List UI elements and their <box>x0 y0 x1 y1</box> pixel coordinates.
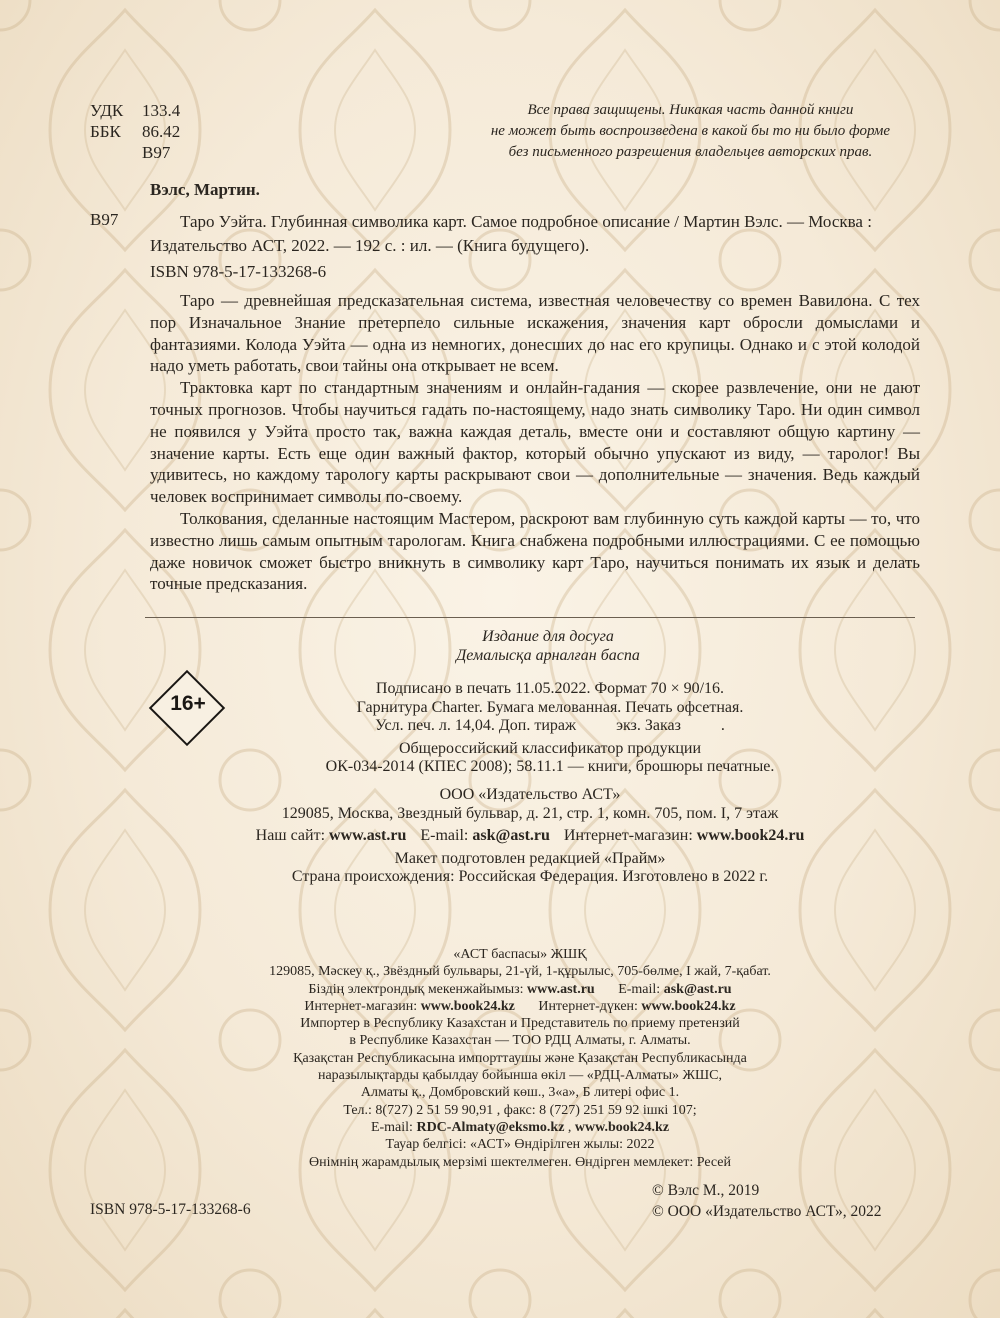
kz-site2-link[interactable]: www.book24.kz <box>574 1119 670 1135</box>
rights-line: не может быть воспроизведена в какой бы то ни было форме <box>490 123 890 139</box>
rights-line: Все права защищены. Никакая часть данной книги <box>527 102 854 118</box>
kazakhstan-info <box>0 946 1000 1171</box>
section-divider <box>145 617 915 618</box>
kz-importer-line: наразылықтарды қабылдау бойынша өкіл — «РДЦ-Алматы» ЖШС, <box>317 1068 723 1084</box>
kz-trademark: Тауар белгісі: «АСТ» Өндірілген жылы: 2022 <box>385 1137 655 1153</box>
udk-label: УДК <box>90 101 124 120</box>
kz-shop-label: Интернет-магазин: <box>304 998 418 1014</box>
site-label: Наш сайт: <box>255 827 326 845</box>
bbk-label: ББК <box>90 122 121 141</box>
bibliography-mark: В97 <box>90 210 119 229</box>
publisher-address: 129085, Москва, Звездный бульвар, д. 21, стр. 1, комн. 705, пом. I, 7 этаж <box>281 804 779 822</box>
country-of-origin: Страна происхождения: Российская Федерация. Изготовлено в 2022 г. <box>291 868 769 886</box>
print-info-line: Подписано в печать 11.05.2022. Формат 70 × 90/16. <box>375 680 725 697</box>
kz-email2-label: E-mail: <box>370 1119 413 1135</box>
copyright-line: © ООО «Издательство АСТ», 2022 <box>652 1203 882 1220</box>
publisher-info <box>0 786 1000 887</box>
kz-shelf-life: Өнімнің жарамдылық мерзімі шектелмеген. Өндірген мемлекет: Ресей <box>308 1154 732 1170</box>
classifier-line: ОК-034-2014 (КПЕС 2008); 58.11.1 — книги, брошюры печатные. <box>325 758 775 776</box>
copyright-block <box>652 1180 882 1222</box>
kz-shop-link[interactable]: www.book24.kz <box>420 998 515 1014</box>
kz-email2-link[interactable]: RDC-Almaty@eksmo.kz <box>416 1119 565 1135</box>
kz-importer-line: Импортер в Республику Казахстан и Представитель по приему претензий <box>300 1016 740 1032</box>
kz-importer-line: Қазақстан Республикасына импорттаушы және Қазақстан Республикасында <box>293 1050 747 1066</box>
kz-separator: , <box>564 1119 575 1135</box>
author-mark: В97 <box>142 143 171 162</box>
classification-block <box>90 100 180 163</box>
kz-site-label: Біздің электрондық мекенжайымыз: <box>308 981 524 997</box>
age-rating: 16+ <box>170 692 206 715</box>
layout-note: Макет подготовлен редакцией «Прайм» <box>394 849 666 867</box>
annotation-paragraph: Таро — древнейшая предсказательная система, известная человечеству со времен Вавилона. С тех пор Изначальное Знание претерпело сильные искажения, значения карт обросли домыслами и фантазиями. Колода Уэйта — одна из немногих, донесших до нас его крупицы. Однако и с этой колодой надо уметь работать, свои тайны она открывает не всем. <box>150 291 920 376</box>
kz-site-link[interactable]: www.ast.ru <box>527 981 595 997</box>
copyright-line: © Вэлс М., 2019 <box>652 1182 760 1199</box>
kz-email-link[interactable]: ask@ast.ru <box>663 981 732 997</box>
edition-note <box>0 628 1000 665</box>
kz-publisher-name: «АСТ баспасы» ЖШҚ <box>453 947 587 962</box>
edition-note-kz: Демалысқа арналған баспа <box>456 646 640 664</box>
kz-email-label: E-mail: <box>618 981 661 997</box>
kz-importer-line: Алматы қ., Домбровский көш., 3«а», Б литері офис 1. <box>360 1085 680 1101</box>
print-info-line: Гарнитура Charter. Бумага мелованная. Печать офсетная. <box>356 698 744 716</box>
print-info-line: Усл. печ. л. 14,04. Доп. тираж экз. Заказ . <box>375 717 725 735</box>
edition-note-ru: Издание для досуга <box>482 628 614 645</box>
publisher-name: ООО «Издательство АСТ» <box>439 786 621 803</box>
kz-importer-line: в Республике Казахстан — ТОО РДЦ Алматы, г. Алматы. <box>349 1033 691 1049</box>
print-info <box>0 680 1000 777</box>
kz-address: 129085, Мәскеу қ., Звёздный бульвары, 21-үй, 1-құрылыс, 705-бөлме, I жай, 7-қабат. <box>269 964 771 980</box>
udk-value: 133.4 <box>142 101 181 120</box>
rights-notice <box>491 100 890 163</box>
email-label: E-mail: <box>420 827 469 845</box>
footer-isbn: ISBN 978-5-17-133268-6 <box>90 1201 251 1218</box>
author-heading: Вэлс, Мартин. <box>150 180 260 199</box>
annotation-paragraph: Трактовка карт по стандартным значениям и онлайн-гадания — скорее развлечение, они не дают точных прогнозов. Чтобы научиться гадать по-настоящему, надо знать символику Таро. Ни один символ не появился у Уэйта просто так, важна каждая деталь, вместе они и составляют общую картину — значение карты. Есть еще один важный фактор, который обычно упускают из виду, — таролог! Вы удивитесь, но каждому тарологу карты раскрывают свои — дополнительные — значения. Ведь каждый человек воспринимает символы по-своему. <box>150 378 920 507</box>
bbk-value: 86.42 <box>142 122 181 141</box>
kz-shop2-link[interactable]: www.book24.kz <box>641 998 736 1014</box>
site-link[interactable]: www.ast.ru <box>329 827 407 845</box>
annotation-paragraph: Толкования, сделанные настоящим Мастером, раскроют вам глубинную суть каждой карты — то, что известно лишь самым опытным тарологам. Книга снабжена подробными иллюстрациями. С ее помощью даже новичок сможет быстро вникнуть в символику карт Таро, научиться понимать их язык и делать точные предсказания. <box>150 508 920 594</box>
kz-phone: Тел.: 8(727) 2 51 59 90,91 , факс: 8 (727) 251 59 92 ішкі 107; <box>343 1102 697 1118</box>
email-link[interactable]: ask@ast.ru <box>472 827 550 845</box>
shop-label: Интернет-магазин: <box>563 827 693 845</box>
bibliographic-description: Таро Уэйта. Глубинная символика карт. Самое подробное описание / Мартин Вэлс. — Москва : Издательство АСТ, 2022. — 192 с. : ил. — (Книга будущего). <box>150 212 872 255</box>
rights-line: без письменного разрешения владельцев авторских прав. <box>508 144 873 160</box>
classifier-line: Общероссийский классификатор продукции <box>398 739 702 757</box>
annotation <box>150 290 920 595</box>
shop-link[interactable]: www.book24.ru <box>696 827 805 845</box>
kz-shop2-label: Интернет-дүкен: <box>538 998 638 1014</box>
isbn: ISBN 978-5-17-133268-6 <box>150 262 327 281</box>
